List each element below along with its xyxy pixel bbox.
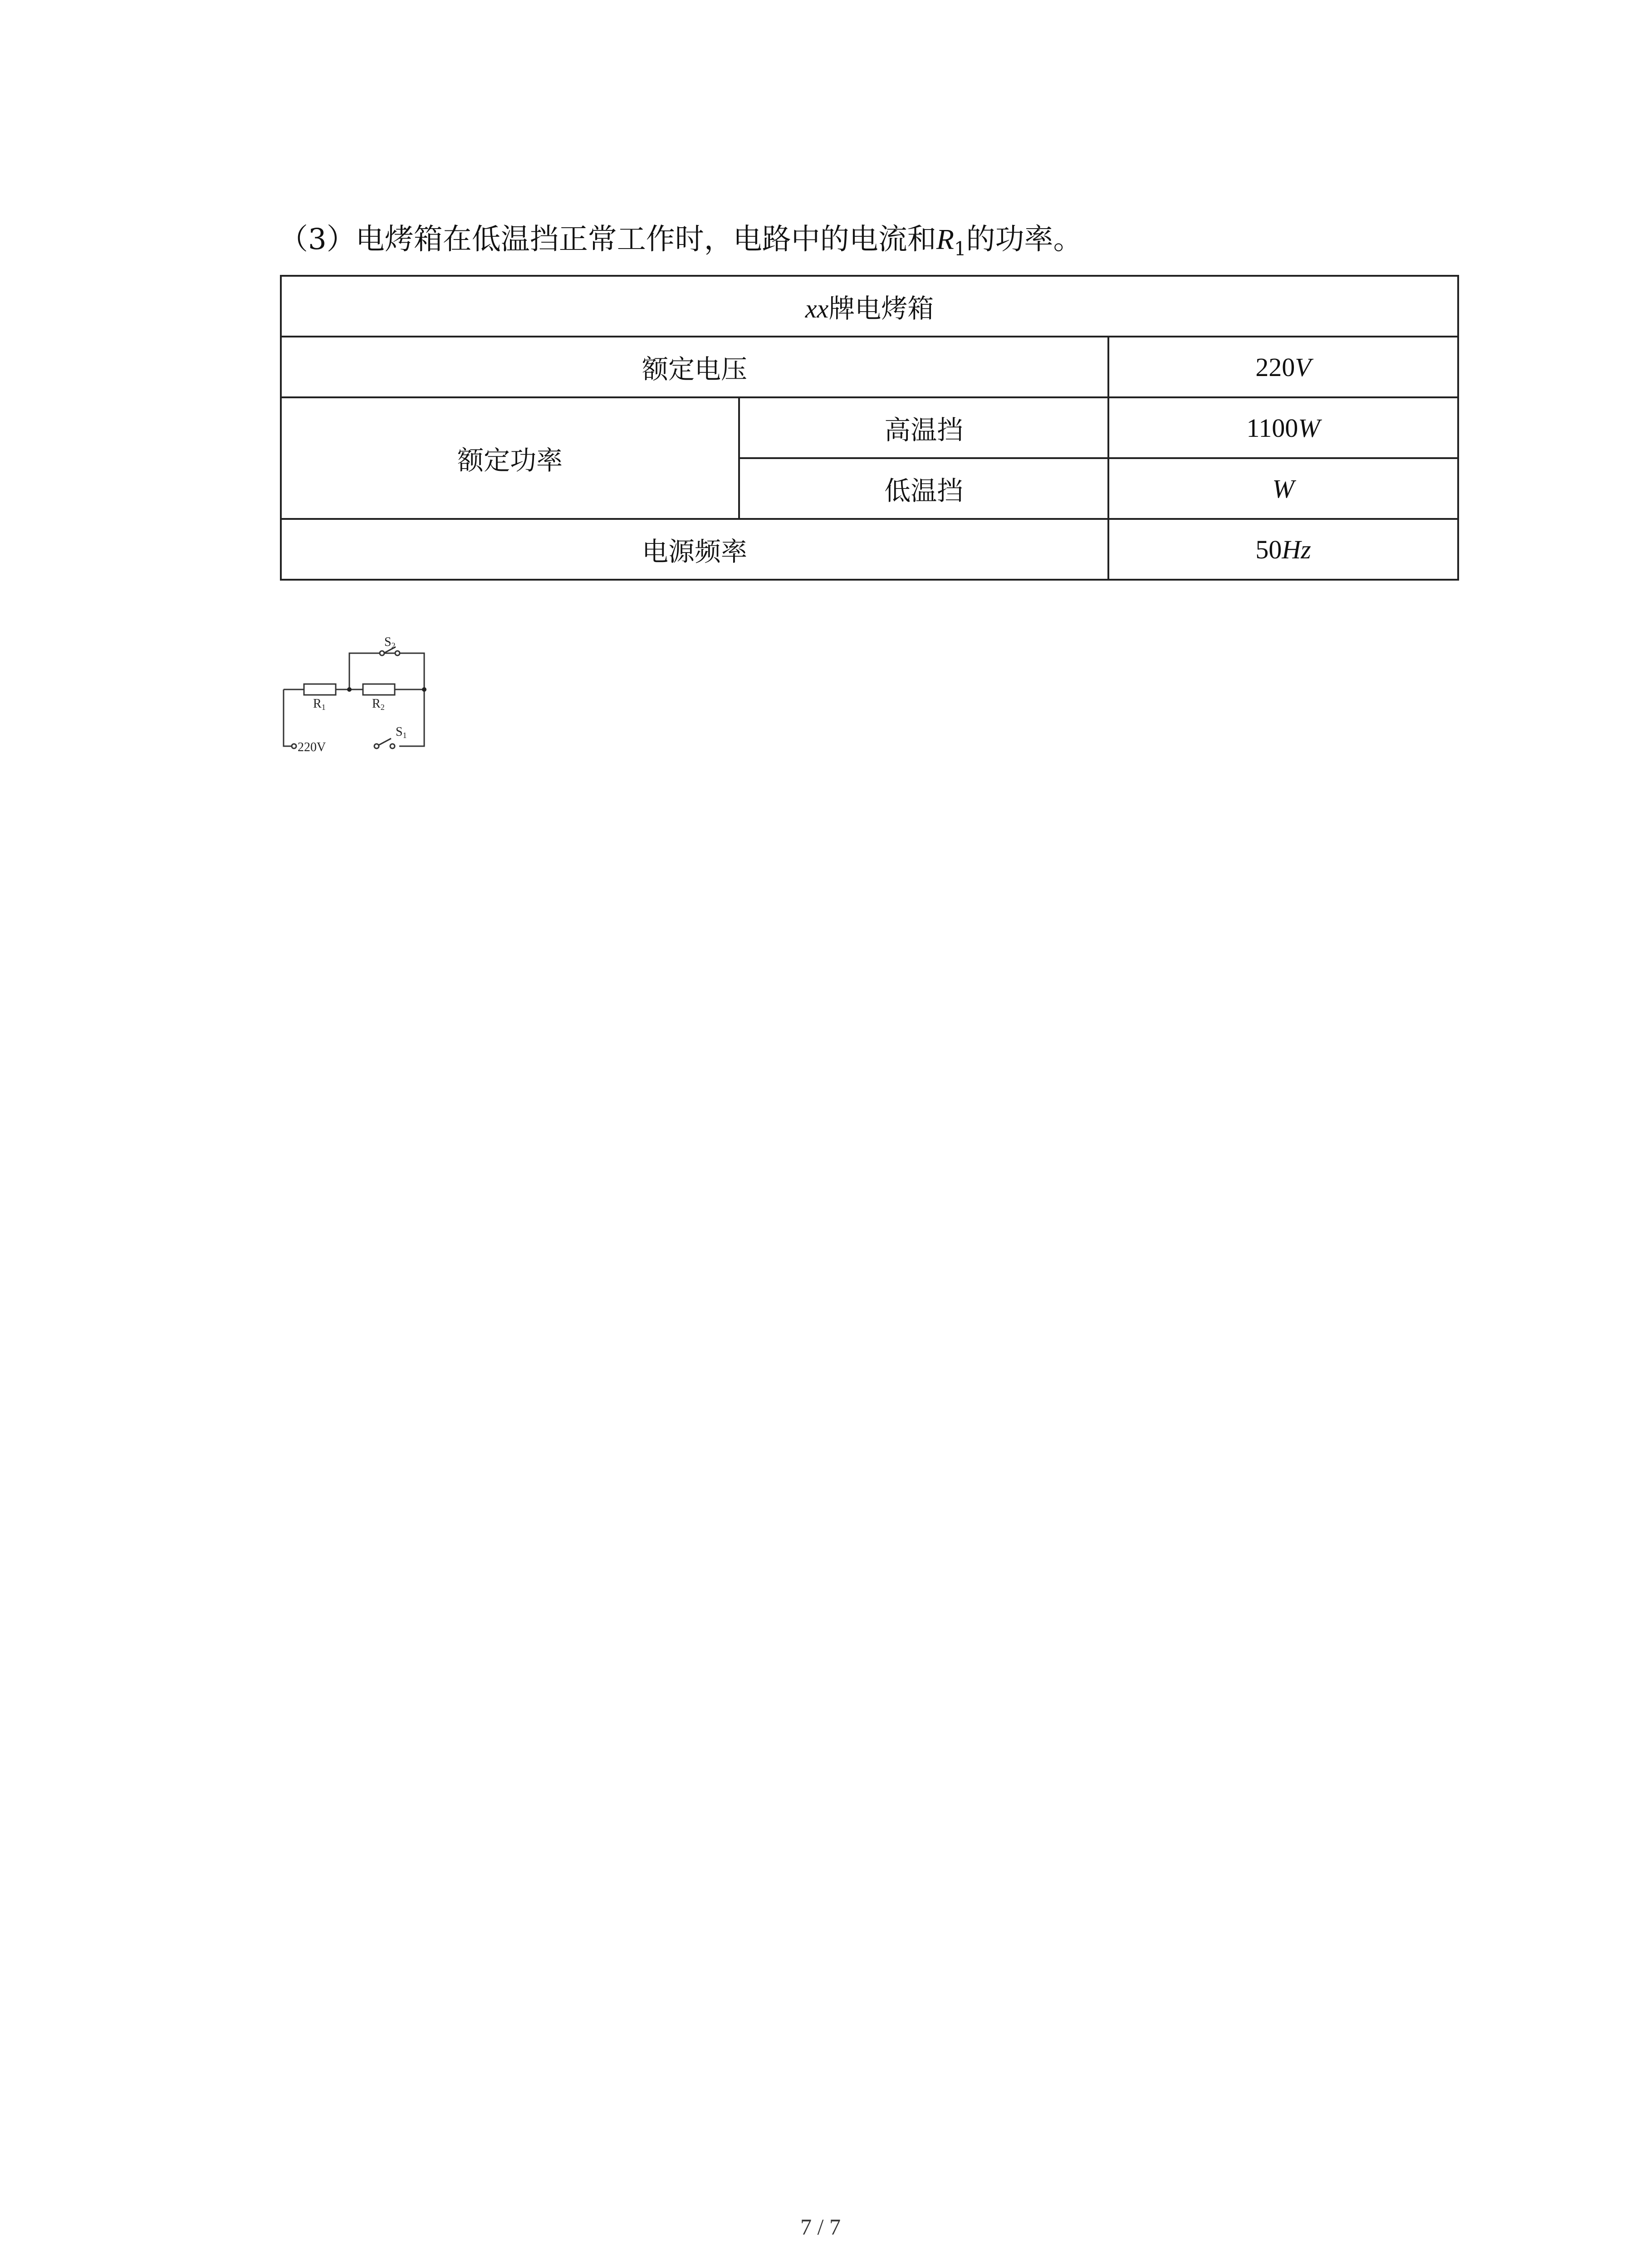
table-row — [281, 337, 1458, 397]
table-title — [281, 276, 1458, 337]
s1-label: S1 — [396, 725, 407, 740]
product-name: 牌电烤箱 — [828, 293, 934, 324]
frequency-label: 电源频率 — [281, 519, 1108, 580]
question-prefix: （3）电烤箱在低温挡正常工作时，电路中的电流和 — [279, 223, 936, 256]
high-mode-value — [1108, 397, 1458, 458]
r1-label: R1 — [313, 697, 326, 712]
spec-table — [280, 275, 1459, 581]
r2-label: R2 — [372, 697, 385, 712]
low-mode-unit: W — [1272, 474, 1294, 503]
brand-name: xx — [805, 294, 829, 323]
low-mode-label: 低温挡 — [739, 458, 1108, 519]
high-mode-number: 1100 — [1246, 413, 1298, 443]
s2-label: S2 — [384, 635, 396, 650]
table-row — [281, 519, 1458, 580]
frequency-number: 50 — [1255, 535, 1282, 564]
rated-power-label: 额定功率 — [281, 397, 739, 519]
rated-voltage-value — [1108, 337, 1458, 397]
frequency-value — [1108, 519, 1458, 580]
table-row — [281, 276, 1458, 337]
high-mode-label: 高温挡 — [739, 397, 1108, 458]
resistor-subscript: 1 — [954, 237, 966, 260]
table-row — [281, 397, 1458, 458]
page-number: 7 / 7 — [800, 2214, 841, 2239]
frequency-unit: Hz — [1282, 535, 1311, 564]
source-label: 220V — [298, 740, 326, 754]
low-mode-value — [1108, 458, 1458, 519]
question-text — [279, 217, 1083, 272]
rated-voltage-unit: V — [1295, 352, 1311, 382]
circuit-diagram — [277, 635, 449, 767]
high-mode-unit: W — [1298, 413, 1320, 443]
rated-voltage-label: 额定电压 — [281, 337, 1108, 397]
question-suffix: 的功率。 — [966, 223, 1083, 256]
resistor-symbol: R — [936, 223, 954, 255]
rated-voltage-number: 220 — [1255, 352, 1295, 382]
